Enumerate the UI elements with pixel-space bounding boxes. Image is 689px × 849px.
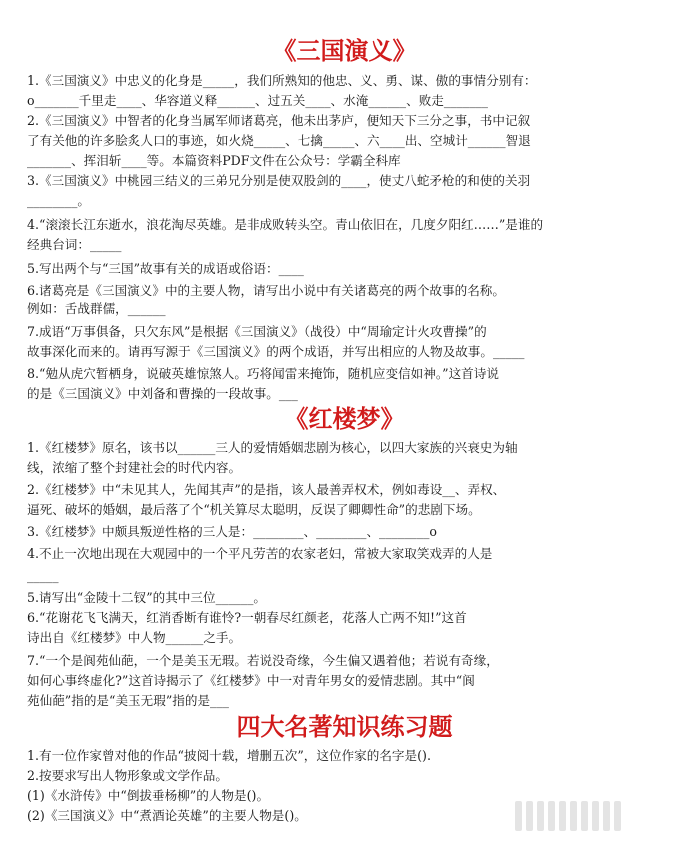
text-line: 苑仙葩”指的是“美玉无瑕”指的是___ [27, 693, 229, 708]
text-line: 经典台词：_____ [27, 237, 122, 252]
text-line: 5.请写出“金陵十二钗”的其中三位______。 [27, 590, 266, 605]
text-line: 6.诸葛亮是《三国演义》中的主要人物，请写出小说中有关诸葛亮的两个故事的名称。 [27, 283, 505, 298]
text-line: 故事深化而来的。请再写源于《三国演义》的两个成语，并写出相应的人物及故事。_____ [27, 344, 525, 359]
text-line: 逼死、破坏的婚姻，最后落了个“机关算尽太聪明，反误了卿卿性命”的悲剧下场。 [27, 502, 481, 517]
text-line: 2.按要求写出人物形象或文学作品。 [27, 768, 228, 783]
text-line: 7.“一个是阆苑仙葩，一个是美玉无瑕。若说没奇缘，今生偏又遇着他；若说有奇缘， [27, 653, 499, 668]
text-line: 5.写出两个与“三国”故事有关的成语或俗语：____ [27, 261, 304, 276]
text-line: 3.《三国演义》中桃园三结义的三弟兄分别是使双股剑的____，使丈八蛇矛枪的和使的关羽 [27, 173, 531, 188]
text-line: 如何心事终虚化?”这首诗揭示了《红楼梦》中一对青年男女的爱情悲剧。其中“阆 [27, 673, 475, 688]
section-title-hongloumeng: 《红楼梦》 [284, 404, 405, 433]
text-line: 1.有一位作家曾对他的作品“披阅十载，增删五次”，这位作家的名字是(). [27, 748, 431, 763]
text-line: 1.《红楼梦》原名，该书以______三人的爱情婚姻悲剧为核心，以四大家族的兴衰史为轴 [27, 440, 518, 455]
text-line: 例如：舌战群儒，______ [27, 301, 166, 316]
text-line: (1)《水浒传》中“倒拔垂杨柳”的人物是()。 [27, 788, 270, 803]
text-line: 2.《三国演义》中智者的化身当属军师诸葛亮，他未出茅庐，便知天下三分之事，书中记叙 [27, 113, 531, 128]
text-line: 了有关他的许多脍炙人口的事迹，如火烧_____、七擒_____、六____出、空城计______智退 [27, 133, 531, 148]
text-line: ________。 [27, 193, 90, 208]
text-line: 1.《三国演义》中忠义的化身是_____，我们所熟知的他忠、义、勇、谋、傲的事情分别有： [27, 73, 537, 88]
text-line: 诗出自《红楼梦》中人物______之手。 [27, 630, 242, 645]
text-line: 的是《三国演义》中刘备和曹操的一段故事。___ [27, 386, 298, 401]
text-line: 线，浓缩了整个封建社会的时代内容。 [27, 460, 242, 475]
text-line: 4.“滚滚长江东逝水，浪花淘尽英雄。是非成败转头空。青山依旧在，几度夕阳红……”是谁的 [27, 217, 544, 232]
text-line: 3.《红楼梦》中颇具叛逆性格的三人是：________、________、________o [27, 524, 438, 539]
text-line: 7.成语“万事俱备，只欠东风”是根据《三国演义》（战役）中“周瑜定计火攻曹操”的 [27, 324, 487, 339]
text-line: _____ [27, 568, 59, 583]
text-line: _______、挥泪斩____等。本篇资料PDF文件在公众号：学霸全科库 [27, 153, 401, 168]
text-line: 6.“花谢花飞飞满天，红消香断有谁怜?一朝春尽红颜老，花落人亡两不知!”这首 [27, 610, 467, 625]
text-line: 8.“勉从虎穴暂栖身，说破英雄惊煞人。巧将闻雷来掩饰，随机应变信如神。”这首诗说 [27, 366, 499, 381]
section-title-sanguo: 《三国演义》 [272, 36, 417, 65]
text-line: 4.不止一次地出现在大观园中的一个平凡劳苦的农家老妇，常被大家取笑戏弄的人是 [27, 546, 493, 561]
watermark-logo-icon [515, 801, 665, 839]
text-line: 2.《红楼梦》中“未见其人，先闻其声”的是指，该人最善弄权术，例如毒设__、弄权、 [27, 482, 506, 497]
text-line: o_______千里走____、华容道义释______、过五关____、水淹______、败走_______ [27, 93, 488, 108]
section-title-four-classics: 四大名著知识练习题 [236, 712, 453, 741]
text-line: (2)《三国演义》中“煮酒论英雄”的主要人物是()。 [27, 808, 307, 823]
